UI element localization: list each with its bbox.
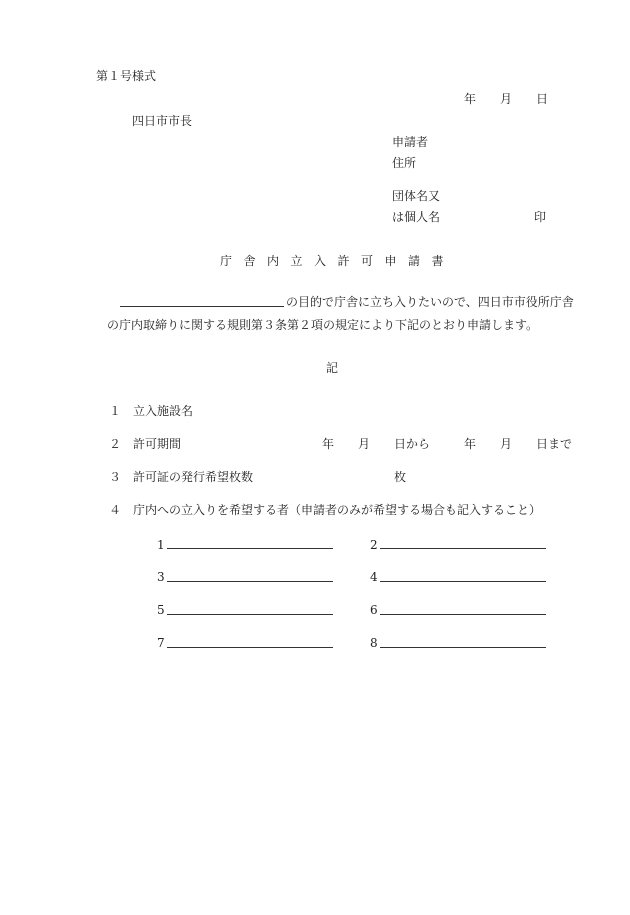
item-2-number: ２: [109, 437, 122, 451]
entrant-number: 2: [370, 538, 378, 552]
title-char: 許: [337, 254, 350, 268]
date-month-label: 月: [500, 92, 513, 106]
item-4-label: 庁内への立入りを希望する者（申請者のみが希望する場合も記入すること）: [133, 503, 542, 517]
applicant-address-label: 住所: [392, 156, 417, 170]
item-2-label: 許可期間: [133, 437, 182, 451]
title-char: 入: [314, 254, 327, 268]
entrant-line[interactable]: [380, 614, 546, 615]
item-3-label: 許可証の発行希望枚数: [133, 470, 254, 484]
entrant-number: 6: [370, 603, 378, 617]
body-line-1: の目的で庁舎に立ち入りたいので、四日市市役所庁舎: [286, 295, 574, 309]
entrant-line[interactable]: [167, 647, 333, 648]
entrant-number: 7: [157, 636, 165, 650]
ki-heading: 記: [326, 361, 339, 375]
entrant-number: 4: [370, 570, 378, 584]
addressee: 四日市市長: [132, 114, 193, 128]
item-3-number: ３: [109, 470, 122, 484]
period-from-year: 年: [322, 437, 335, 451]
period-from-month: 月: [358, 437, 371, 451]
date-day-label: 日: [536, 92, 549, 106]
entrant-line[interactable]: [167, 581, 333, 582]
title-char: 舎: [243, 254, 256, 268]
period-to-day: 日まで: [536, 437, 573, 451]
entrant-line[interactable]: [380, 647, 546, 648]
seal-mark: 印: [534, 210, 547, 224]
document-title: [220, 253, 455, 269]
applicant-group-label-line2: は個人名: [392, 210, 441, 224]
item-4-number: ４: [109, 503, 122, 517]
applicant-group-label-line1: 団体名又: [392, 189, 441, 203]
item-3-unit: 枚: [394, 470, 407, 484]
title-char: 庁: [220, 254, 233, 268]
item-1-label: 立入施設名: [133, 404, 194, 418]
period-to-year: 年: [464, 437, 477, 451]
entrant-number: 1: [157, 538, 165, 552]
title-char: 申: [384, 254, 397, 268]
title-char: 書: [431, 254, 444, 268]
applicant-label: 申請者: [392, 135, 429, 149]
entrant-number: 5: [157, 603, 165, 617]
title-char: 可: [361, 254, 374, 268]
entrant-line[interactable]: [380, 581, 546, 582]
form-number: 第１号様式: [96, 69, 157, 83]
body-line-2: の庁内取締りに関する規則第３条第２項の規定により下記のとおり申請します。: [107, 318, 539, 332]
date-year-label: 年: [464, 92, 477, 106]
entrant-line[interactable]: [380, 548, 546, 549]
entrant-number: 8: [370, 636, 378, 650]
title-char: 請: [408, 254, 421, 268]
item-1-number: １: [109, 404, 122, 418]
purpose-blank-line[interactable]: [120, 306, 284, 307]
period-from-day: 日から: [394, 437, 431, 451]
entrant-line[interactable]: [167, 614, 333, 615]
entrant-line[interactable]: [167, 548, 333, 549]
title-char: 内: [267, 254, 280, 268]
title-char: 立: [290, 254, 303, 268]
entrant-number: 3: [157, 570, 165, 584]
period-to-month: 月: [500, 437, 513, 451]
